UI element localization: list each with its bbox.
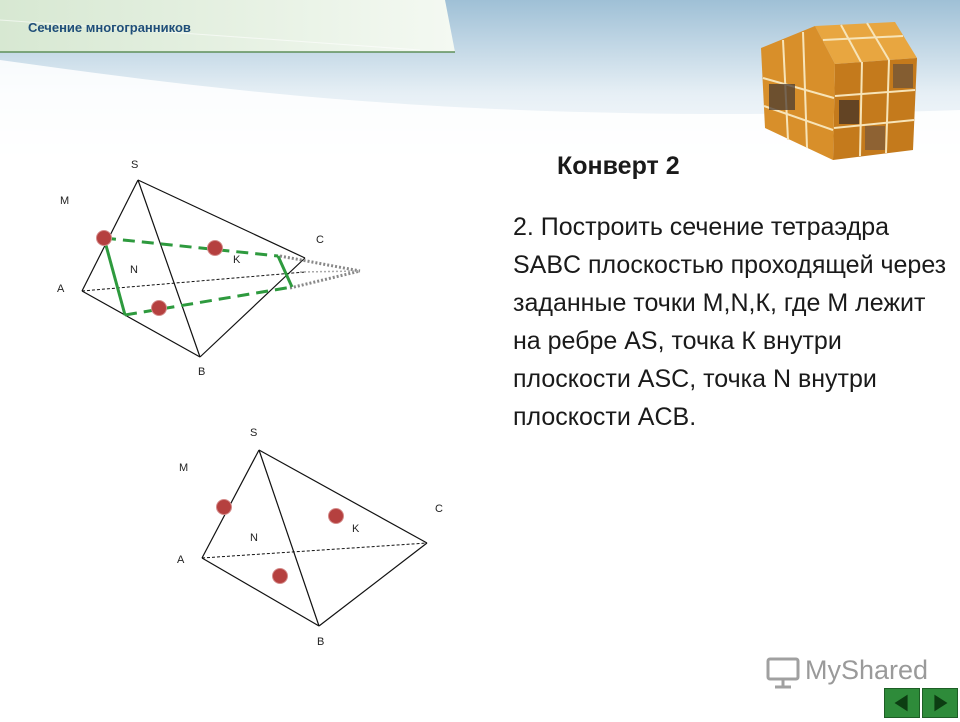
point-n-top — [152, 301, 167, 316]
label-m-top: M — [60, 195, 70, 207]
tetrahedron-diagrams — [0, 140, 480, 660]
label-c-bottom: C — [435, 503, 443, 515]
extension-line-2 — [290, 271, 360, 288]
prev-slide-button[interactable] — [884, 688, 920, 718]
section-dashed-top — [104, 238, 278, 256]
myshared-watermark: MyShared — [805, 655, 929, 685]
edge-sb-top — [138, 180, 200, 357]
point-m-bottom — [217, 500, 232, 515]
point-k-bottom — [329, 509, 344, 524]
extension-line-3 — [300, 271, 360, 272]
point-m-top — [97, 231, 112, 246]
section-solid-1 — [104, 238, 125, 315]
figure-top-tetrahedron — [57, 159, 360, 378]
label-k-top: K — [233, 254, 241, 266]
edge-ab-top — [82, 291, 200, 357]
label-m-bottom: M — [179, 462, 189, 474]
label-c-top: C — [316, 234, 324, 246]
label-a-top: A — [57, 283, 65, 295]
edge-bc-bottom — [319, 543, 427, 626]
label-s-bottom: S — [250, 427, 258, 439]
label-s-top: S — [131, 159, 139, 171]
edge-bc-top — [200, 258, 305, 357]
label-n-top: N — [130, 264, 138, 276]
label-a-bottom: A — [177, 554, 185, 566]
task-statement: 2. Построить сечение тетраэдра SABC плоскостью проходящей через заданные точки M,N,К, где M лежит на ребре AS, точка К внутри плоскости ASC, точка N внутри плоскости ACB. — [513, 213, 947, 431]
label-n-bottom: N — [250, 532, 258, 544]
label-b-bottom: B — [317, 636, 325, 648]
envelope-heading: Конверт 2 — [557, 152, 680, 180]
figure-bottom-tetrahedron — [177, 427, 443, 648]
point-k-top — [208, 241, 223, 256]
edge-ac-bottom-hidden — [202, 543, 427, 558]
presentation-icon — [766, 656, 800, 690]
photo-cube-logo — [755, 18, 925, 168]
label-b-top: B — [198, 366, 206, 378]
label-k-bottom: K — [352, 523, 360, 535]
edge-sc-bottom — [259, 450, 427, 543]
next-slide-button[interactable] — [922, 688, 958, 718]
extension-line-1 — [280, 256, 360, 271]
arrow-left-icon — [885, 689, 919, 717]
arrow-right-icon — [923, 689, 957, 717]
section-dashed-bottom — [125, 287, 292, 315]
presentation-title: Сечение многогранников — [28, 20, 191, 35]
edge-sb-bottom — [259, 450, 319, 626]
edge-ab-bottom — [202, 558, 319, 626]
point-n-bottom — [273, 569, 288, 584]
